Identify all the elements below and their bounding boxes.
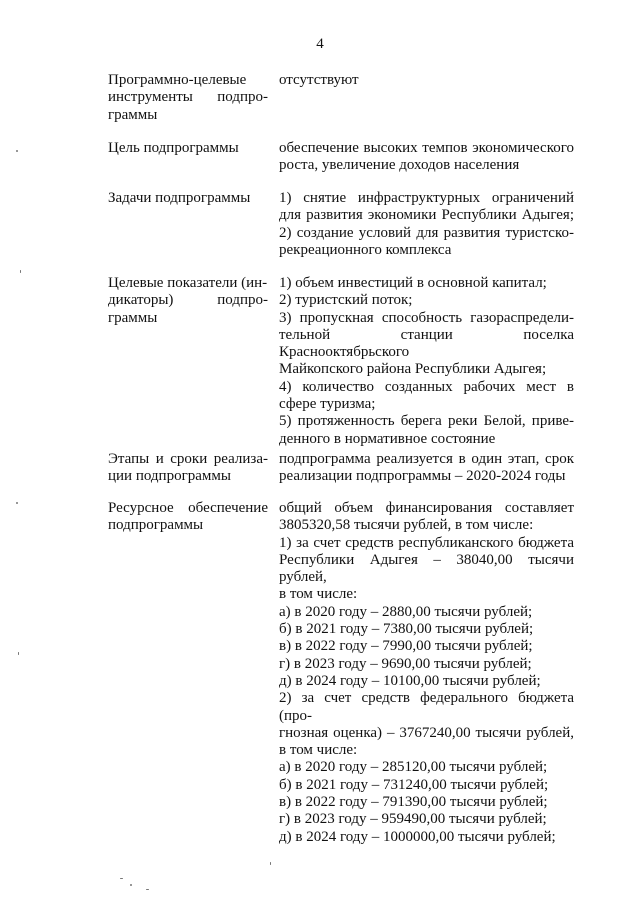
row-value-line: рекреационного комплекса <box>279 241 452 258</box>
row-value-line: роста, увеличение доходов населения <box>279 157 520 174</box>
row-value-line: в) в 2022 году – 7990,00 тысячи рублей; <box>279 638 533 655</box>
row-label <box>108 140 268 157</box>
row-value-line: в том числе: <box>279 586 358 603</box>
row-label <box>108 190 268 207</box>
row-label <box>108 500 268 535</box>
row-value-line: 2) туристский поток; <box>279 292 413 309</box>
row-value-line: подпрограмма реализуется в один этап, срок <box>279 451 574 467</box>
row-value-line: в) в 2022 году – 791390,00 тысячи рублей; <box>279 794 548 811</box>
row-label-line: дикаторы) подпро- <box>108 292 268 309</box>
scan-speck <box>16 502 18 504</box>
row-value-line: обеспечение высоких темпов экономического <box>279 140 574 156</box>
scan-speck <box>20 270 21 273</box>
row-value-line: 3805320,58 тысячи рублей, в том числе: <box>279 517 534 534</box>
row-label-line: граммы <box>108 309 158 326</box>
row-value-line: г) в 2023 году – 9690,00 тысячи рублей; <box>279 655 532 672</box>
row-label <box>108 275 268 327</box>
row-label-line: граммы <box>108 106 158 123</box>
row-value-line: д) в 2024 году – 10100,00 тысячи рублей; <box>279 672 541 689</box>
row-value-line: денного в нормативное состояние <box>279 430 496 447</box>
row-value-line: отсутствуют <box>279 72 359 88</box>
row-value <box>279 500 574 846</box>
row-label-line: Задачи подпрограммы <box>108 190 251 206</box>
row-value <box>279 275 574 448</box>
row-value <box>279 140 574 175</box>
row-value-line: а) в 2020 году – 2880,00 тысячи рублей; <box>279 603 533 620</box>
row-label <box>108 451 268 486</box>
row-value-line: в том числе: <box>279 742 358 759</box>
scan-speck <box>16 150 18 152</box>
row-label-line: Этапы и сроки реализа- <box>108 451 268 467</box>
scan-speck <box>120 878 123 879</box>
row-label-line: подпрограммы <box>108 517 204 534</box>
row-value-line: гнозная оценка) – 3767240,00 тысячи рублей, <box>279 724 574 741</box>
row-value-line: 1) объем инвестиций в основной капитал; <box>279 275 547 291</box>
row-value-line: Республики Адыгея – 38040,00 тысячи рублей, <box>279 551 574 586</box>
page-number: 4 <box>316 36 324 52</box>
row-label-line: инструменты подпро- <box>108 89 268 106</box>
row-label <box>108 72 268 124</box>
row-label-line: ции подпрограммы <box>108 468 231 485</box>
row-label-line: Цель подпрограммы <box>108 140 239 156</box>
row-value-line: 3) пропускная способность газораспредели- <box>279 309 574 326</box>
row-value <box>279 451 574 486</box>
row-value-line: общий объем финансирования составляет <box>279 500 574 516</box>
row-value-line: тельной станции поселка Краснооктябрьского <box>279 326 574 361</box>
row-value-line: 4) количество созданных рабочих мест в <box>279 378 574 395</box>
row-value-line: б) в 2021 году – 731240,00 тысячи рублей; <box>279 776 549 793</box>
row-label-line: Целевые показатели (ин- <box>108 275 268 291</box>
row-value-line: 2) за счет средств федерального бюджета (про- <box>279 690 574 724</box>
row-label-line: Программно-целевые <box>108 72 247 88</box>
scan-speck <box>270 862 271 865</box>
scan-speck <box>146 889 149 890</box>
row-value-line: Майкопского района Республики Адыгея; <box>279 361 547 378</box>
row-value-line: реализации подпрограммы – 2020-2024 годы <box>279 468 566 485</box>
row-value-line: д) в 2024 году – 1000000,00 тысячи рублей; <box>279 828 556 845</box>
scan-speck <box>18 652 19 655</box>
row-value-line: 1) снятие инфраструктурных ограничений <box>279 190 574 206</box>
row-value-line: 5) протяженность берега реки Белой, приве- <box>279 413 574 430</box>
row-value-line: б) в 2021 году – 7380,00 тысячи рублей; <box>279 621 534 638</box>
row-value <box>279 190 574 259</box>
row-value-line: для развития экономики Республики Адыгея; <box>279 207 574 224</box>
row-value-line: сфере туризма; <box>279 396 376 413</box>
row-value-line: 1) за счет средств республиканского бюджета <box>279 534 574 551</box>
row-value-line: 2) создание условий для развития туристско- <box>279 224 574 241</box>
row-value-line: а) в 2020 году – 285120,00 тысячи рублей; <box>279 759 548 776</box>
scan-speck <box>130 884 132 886</box>
row-label-line: Ресурсное обеспечение <box>108 500 268 516</box>
row-value <box>279 72 574 89</box>
row-value-line: г) в 2023 году – 959490,00 тысячи рублей; <box>279 811 547 828</box>
